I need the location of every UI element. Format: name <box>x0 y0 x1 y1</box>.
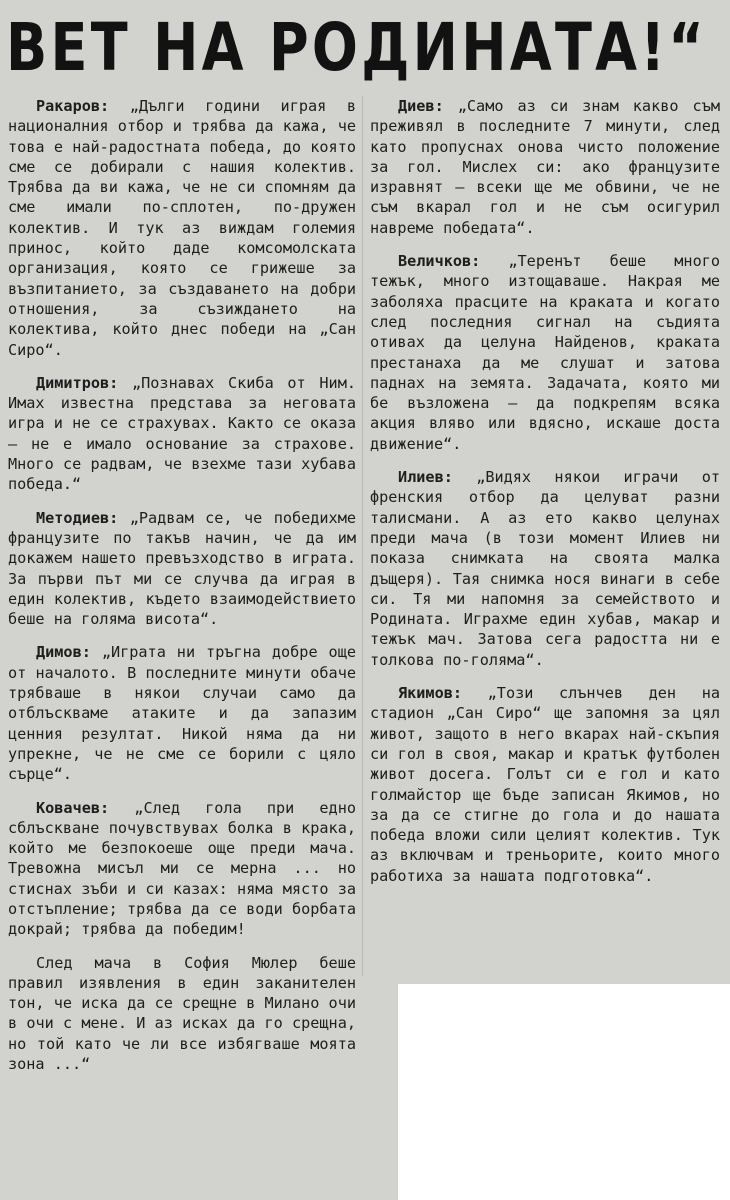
statement-paragraph <box>8 96 356 360</box>
statement-paragraph <box>8 642 356 784</box>
statement-text: „Познавах Скиба от Ним. Имах известна представа за неговата игра и не се страхувах. Както се оказа — не е имало основание за страхове. Много се радвам, че взехме тази хубава победа.“ <box>8 373 356 494</box>
headline: ВЕТ НА РОДИНАТА!“ <box>6 9 708 86</box>
speaker-name: Илиев: <box>398 468 453 487</box>
right-column <box>370 96 720 899</box>
statement-paragraph <box>370 251 720 454</box>
statement-paragraph <box>370 96 720 238</box>
speaker-name: Димов: <box>36 643 91 662</box>
speaker-name: Диев: <box>398 97 444 115</box>
statement-text: „След гола при едно сблъскване почувствувах болка в крака, който ме безпокоеше още преди мача. Тревожна мисъл ми се мерна ... но стиснах зъби и си казах: няма място за отстъпление; трябва да се води борбата докрай; трябва да победим! <box>8 798 356 939</box>
left-column <box>8 96 356 1087</box>
speaker-name: Величков: <box>398 252 481 271</box>
statement-paragraph <box>8 508 356 630</box>
speaker-name: Ковачев: <box>36 798 110 817</box>
speaker-name: Якимов: <box>398 684 463 703</box>
statement-text: „Играта ни тръгна добре още от началото. В последните минути обаче трябваше в някои случаи само да отблъскваме атаките и да запазим ценния резултат. Никой няма да ни упрекне, че не сме се борили с цяло сърце“. <box>8 643 356 784</box>
statement-text: „Дълги години играя в националния отбор и трябва да кажа, че това е най-радостната победа, до която сме се добирали с нашия колектив. Трябва да ви кажа, че не си спомням да сме имали по-сплотен, по-дружен колектив. И тук аз виждам големия принос, който даде комсомолската организация, която се грижеше за възпитанието, за създаването на добри отношения, за съзиждането на колектива, който днес победи на „Сан Сиро“. <box>8 97 356 359</box>
statement-paragraph <box>8 798 356 940</box>
statement-paragraph <box>8 953 356 1075</box>
statement-text: „Само аз си знам какво съм преживял в последните 7 минути, след като пропуснах онова чисто положение за гол. Мислех си: ако французите изравнят — всеки ще ме обвини, че не съм вкарал гол и не съм осигурил навреме победата“. <box>370 97 720 237</box>
statement-paragraph <box>370 683 720 886</box>
statement-paragraph <box>8 373 356 495</box>
speaker-name: Методиев: <box>36 508 119 527</box>
statement-text: След мача в София Мюлер беше правил изявления в един заканителен тон, че иска да се срещне в Милано очи в очи с мене. И аз исках да го срещна, но той като че ли все избягваше моята зона ...“ <box>8 953 356 1074</box>
column-divider <box>362 96 363 976</box>
statement-text: „Този слънчев ден на стадион „Сан Сиро“ ще запомня за цял живот, защото в него вкарах най-скъпия си гол в своя, макар и кратък футболен живот досега. Голът си е гол и като голмайстор ще бъде записан Якимов, но за да се стигне до гола и до нашата победа вложи сили целият колектив. Тук аз включвам и треньорите, които много работиха за нашата подготовка“. <box>370 684 720 885</box>
speaker-name: Ракаров: <box>36 97 110 115</box>
statement-paragraph <box>370 467 720 670</box>
statement-text: „Радвам се, че победихме французите по такъв начин, че да им докажем нашето превъзходство в играта. За първи път ми се случва да играя в един колектив, където взаимодействието беше на голяма висота“. <box>8 508 356 629</box>
speaker-name: Димитров: <box>36 373 119 392</box>
statement-text: „Теренът беше много тежък, много изтощаваше. Накрая ме заболяха прасците на краката и когато след последния сигнал на съдията отивах да целуна Найденов, краката престанаха да ме слушат и затова паднах на земята. Задачата, която ми бе възложена — да подкрепям всяка акция вляво или вдясно, искаше доста движение“. <box>370 252 720 453</box>
blank-cutout-area <box>398 984 730 1200</box>
statement-text: „Видях някои играчи от френския отбор да целуват разни талисмани. А аз ето какво целунах преди мача (в този момент Илиев ни показа снимката на своята малка дъщеря). Тая снимка нося винаги в себе си. Тя ми напомня за семейството и Родината. Играхме един хубав, макар и тежък мач. Затова сега радостта ни е толкова по-голяма“. <box>370 468 720 669</box>
